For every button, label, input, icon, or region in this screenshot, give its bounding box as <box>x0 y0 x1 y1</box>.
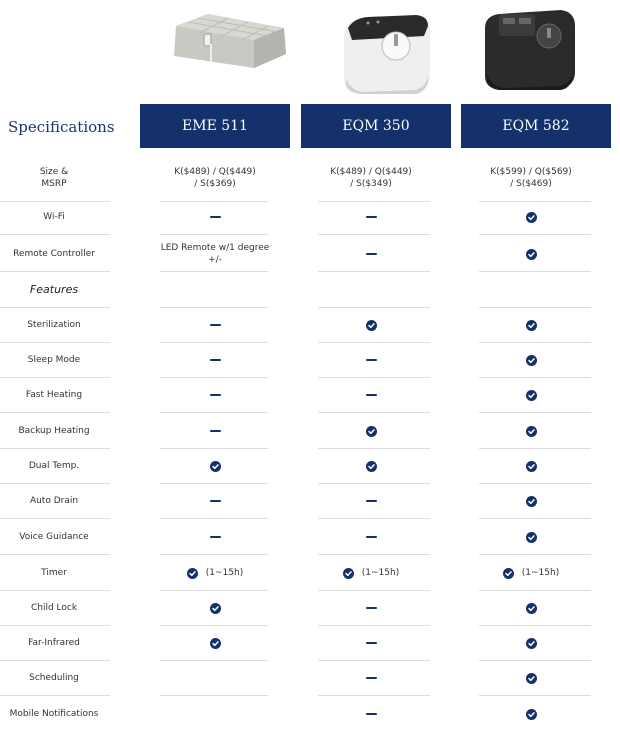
row-divider <box>318 518 430 519</box>
cell-eqm-582 <box>471 345 591 375</box>
cell-eqm-350 <box>311 239 431 269</box>
check-icon <box>366 461 377 472</box>
row-divider <box>479 412 591 413</box>
check-icon <box>210 461 221 472</box>
check-icon <box>366 426 377 437</box>
product-image-eme-511 <box>168 6 290 72</box>
row-divider <box>160 271 268 272</box>
cell-eqm-582 <box>471 202 591 232</box>
cell-eqm-350 <box>311 663 431 693</box>
cell-eqm-582 <box>471 628 591 658</box>
cell-eqm-582 <box>471 593 591 623</box>
row-divider <box>318 234 430 235</box>
row-divider <box>0 590 110 591</box>
row-label: Dual Temp. <box>28 461 80 471</box>
timer-range-note: (1~15h) <box>521 568 560 578</box>
check-icon <box>187 568 198 579</box>
cell-eme-511 <box>155 380 275 410</box>
row-divider <box>318 448 430 449</box>
check-icon <box>526 426 537 437</box>
cell-eme-511 <box>155 275 275 305</box>
row-divider <box>0 625 110 626</box>
cell-eqm-582 <box>471 158 591 198</box>
cell-eqm-350 <box>311 345 431 375</box>
row-divider <box>318 554 430 555</box>
row-divider <box>318 483 430 484</box>
dash-icon <box>210 500 221 502</box>
cell-eme-511 <box>155 628 275 658</box>
row-divider <box>318 695 430 696</box>
check-icon <box>526 603 537 614</box>
product-image-eqm-582 <box>479 4 579 94</box>
cell-eme-511 <box>155 593 275 623</box>
cell-eqm-582 <box>471 275 591 305</box>
cell-eqm-350 <box>311 522 431 552</box>
row-divider <box>0 554 110 555</box>
check-icon <box>526 496 537 507</box>
row-divider <box>318 412 430 413</box>
check-icon <box>343 568 354 579</box>
cell-eqm-582 <box>471 558 591 588</box>
cell-eqm-350 <box>311 202 431 232</box>
dash-icon <box>210 216 221 218</box>
row-divider <box>160 695 268 696</box>
cell-eqm-582 <box>471 699 591 729</box>
row-label: Far-Infrared <box>28 638 80 648</box>
dash-icon <box>366 677 377 679</box>
row-divider <box>479 234 591 235</box>
cell-eme-511 <box>155 158 275 198</box>
row-divider <box>479 271 591 272</box>
dash-icon <box>366 253 377 255</box>
row-divider <box>0 271 110 272</box>
cell-eqm-350 <box>311 310 431 340</box>
row-divider <box>0 448 110 449</box>
dash-icon <box>366 216 377 218</box>
check-icon <box>526 532 537 543</box>
cell-eme-511 <box>155 663 275 693</box>
dash-icon <box>210 536 221 538</box>
dash-icon <box>366 642 377 644</box>
check-icon <box>526 638 537 649</box>
row-divider <box>160 448 268 449</box>
cell-eqm-350 <box>311 416 431 446</box>
row-label: Backup Heating <box>18 426 90 436</box>
row-divider <box>160 307 268 308</box>
check-icon <box>526 673 537 684</box>
dash-icon <box>366 536 377 538</box>
cell-eme-511 <box>155 486 275 516</box>
cell-text: K($489) / Q($449) / S($369) <box>174 167 256 189</box>
dash-icon <box>210 394 221 396</box>
dash-icon <box>210 430 221 432</box>
row-divider <box>0 518 110 519</box>
check-icon <box>526 212 537 223</box>
row-divider <box>160 412 268 413</box>
cell-eme-511 <box>155 522 275 552</box>
row-divider <box>318 271 430 272</box>
dash-icon <box>366 607 377 609</box>
cell-eme-511 <box>155 239 275 269</box>
cell-eqm-350 <box>311 558 431 588</box>
row-divider <box>479 377 591 378</box>
cell-eqm-582 <box>471 486 591 516</box>
row-label: Size & MSRP <box>39 167 69 189</box>
cell-eqm-350 <box>311 593 431 623</box>
row-label: Child Lock <box>30 603 78 613</box>
cell-eqm-350 <box>311 158 431 198</box>
row-divider <box>479 660 591 661</box>
row-divider <box>0 412 110 413</box>
product-header-eme-511: EME 511 <box>140 104 290 148</box>
dash-icon <box>366 359 377 361</box>
row-divider <box>0 342 110 343</box>
row-divider <box>318 590 430 591</box>
cell-eqm-350 <box>311 451 431 481</box>
specifications-heading: Specifications <box>8 118 115 136</box>
row-label: Wi-Fi <box>43 212 65 222</box>
check-icon <box>503 568 514 579</box>
cell-eqm-582 <box>471 451 591 481</box>
row-divider <box>479 590 591 591</box>
cell-eme-511 <box>155 416 275 446</box>
dash-icon <box>210 359 221 361</box>
row-divider <box>160 554 268 555</box>
row-label: Sterilization <box>27 320 81 330</box>
row-label: Auto Drain <box>29 496 79 506</box>
row-divider <box>0 695 110 696</box>
check-icon <box>526 320 537 331</box>
cell-eme-511 <box>155 451 275 481</box>
row-divider <box>479 342 591 343</box>
cell-text: LED Remote w/1 degree +/- <box>160 243 270 265</box>
cell-eqm-582 <box>471 380 591 410</box>
row-label: Sleep Mode <box>27 355 81 365</box>
cell-eqm-350 <box>311 275 431 305</box>
row-divider <box>160 234 268 235</box>
cell-eqm-350 <box>311 699 431 729</box>
dash-icon <box>210 324 221 326</box>
row-label: Voice Guidance <box>19 532 89 542</box>
check-icon <box>526 249 537 260</box>
row-divider <box>318 625 430 626</box>
cell-text: K($599) / Q($569) / S($469) <box>490 167 572 189</box>
check-icon <box>210 603 221 614</box>
timer-range-note: (1~15h) <box>205 568 244 578</box>
row-divider <box>479 307 591 308</box>
cell-eqm-582 <box>471 522 591 552</box>
product-image-eqm-350 <box>338 6 434 96</box>
row-divider <box>479 518 591 519</box>
row-divider <box>479 448 591 449</box>
row-divider <box>318 660 430 661</box>
row-label: Mobile Notifications <box>9 709 99 719</box>
cell-eqm-582 <box>471 663 591 693</box>
check-icon <box>526 709 537 720</box>
dash-icon <box>366 713 377 715</box>
cell-eqm-350 <box>311 628 431 658</box>
row-divider <box>160 625 268 626</box>
row-divider <box>479 695 591 696</box>
product-header-eqm-350: EQM 350 <box>301 104 451 148</box>
timer-range-note: (1~15h) <box>361 568 400 578</box>
cell-eme-511 <box>155 202 275 232</box>
cell-eqm-582 <box>471 310 591 340</box>
row-label: Remote Controller <box>13 249 95 259</box>
row-divider <box>160 660 268 661</box>
row-divider <box>0 307 110 308</box>
dash-icon <box>366 394 377 396</box>
cell-text: K($489) / Q($449) / S($349) <box>330 167 412 189</box>
row-divider <box>318 377 430 378</box>
row-label: Timer <box>41 568 67 578</box>
cell-eme-511 <box>155 345 275 375</box>
row-divider <box>160 342 268 343</box>
cell-eme-511 <box>155 558 275 588</box>
row-divider <box>0 377 110 378</box>
cell-eqm-350 <box>311 486 431 516</box>
row-divider <box>479 625 591 626</box>
cell-eqm-582 <box>471 416 591 446</box>
row-divider <box>160 483 268 484</box>
cell-eqm-350 <box>311 380 431 410</box>
check-icon <box>526 390 537 401</box>
cell-eme-511 <box>155 699 275 729</box>
row-divider <box>479 483 591 484</box>
row-label: Fast Heating <box>25 390 83 400</box>
dash-icon <box>366 500 377 502</box>
row-divider <box>0 234 110 235</box>
row-divider <box>160 377 268 378</box>
check-icon <box>526 461 537 472</box>
row-divider <box>318 307 430 308</box>
check-icon <box>210 638 221 649</box>
row-divider <box>0 483 110 484</box>
row-divider <box>318 342 430 343</box>
row-divider <box>0 660 110 661</box>
cell-eme-511 <box>155 310 275 340</box>
check-icon <box>526 355 537 366</box>
row-divider <box>160 518 268 519</box>
product-header-eqm-582: EQM 582 <box>461 104 611 148</box>
cell-eqm-582 <box>471 239 591 269</box>
section-heading-features: Features <box>29 283 79 296</box>
check-icon <box>366 320 377 331</box>
row-divider <box>479 554 591 555</box>
row-divider <box>160 590 268 591</box>
row-label: Scheduling <box>29 673 79 683</box>
